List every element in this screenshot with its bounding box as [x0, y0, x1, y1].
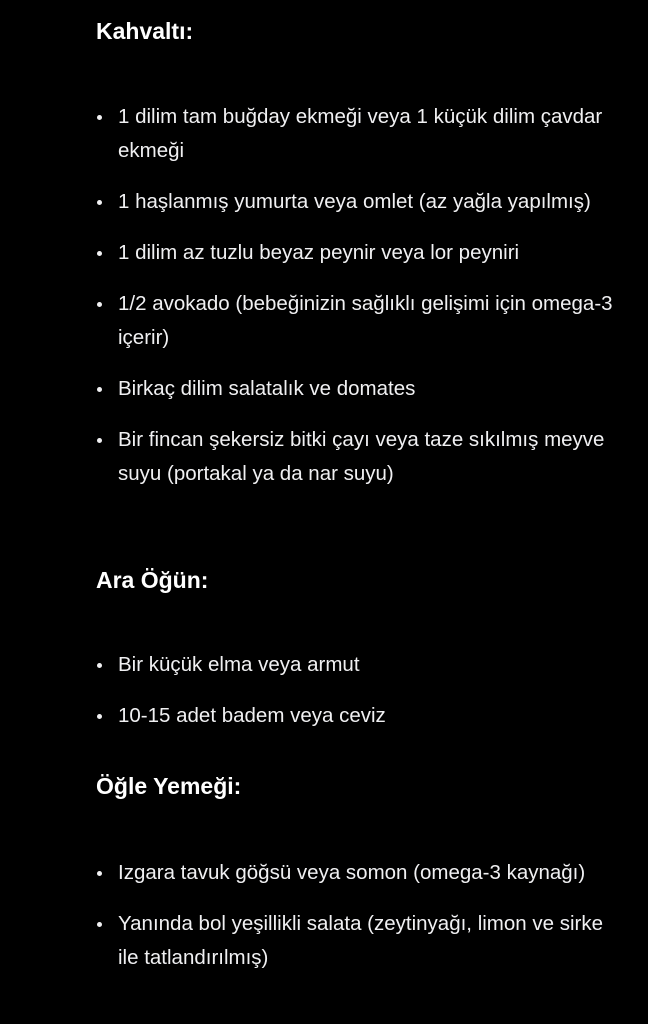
list-item-text: Birkaç dilim salatalık ve domates [118, 377, 416, 400]
list-item [96, 100, 616, 168]
bullet-icon [97, 714, 102, 719]
bullet-icon [97, 663, 102, 668]
bullet-icon [97, 251, 102, 256]
list-item [96, 856, 616, 890]
bullet-icon [97, 438, 102, 443]
list-item [96, 423, 616, 491]
list-item-text: 1 dilim az tuzlu beyaz peynir veya lor peyniri [118, 241, 520, 264]
list-item [96, 699, 616, 733]
bullet-icon [97, 302, 102, 307]
list-item [96, 236, 616, 270]
section-heading-lunch: Öğle Yemeği: [96, 773, 242, 799]
list-item-text: Yanında bol yeşillikli salata (zeytinyağı, limon ve sirke ile tatlandırılmış) [118, 912, 604, 969]
list-item-text: Bir fincan şekersiz bitki çayı veya taze sıkılmış meyve suyu (portakal ya da nar suyu) [118, 428, 605, 485]
snack-list [96, 648, 616, 733]
bullet-icon [97, 200, 102, 205]
list-item [96, 287, 616, 355]
list-item-text: 1 dilim tam buğday ekmeği veya 1 küçük dilim çavdar ekmeği [118, 105, 603, 162]
lunch-list [96, 856, 616, 975]
list-item [96, 372, 616, 406]
list-item [96, 185, 616, 219]
list-item [96, 648, 616, 682]
bullet-icon [97, 115, 102, 120]
section-heading-breakfast: Kahvaltı: [96, 18, 194, 44]
list-item-text: 1 haşlanmış yumurta veya omlet (az yağla yapılmış) [118, 190, 591, 213]
list-item-text: 10-15 adet badem veya ceviz [118, 704, 386, 727]
bullet-icon [97, 922, 102, 927]
list-item [96, 907, 616, 975]
bullet-icon [97, 871, 102, 876]
list-item-text: 1/2 avokado (bebeğinizin sağlıklı gelişimi için omega-3 içerir) [118, 292, 613, 349]
section-heading-snack: Ara Öğün: [96, 567, 209, 593]
list-item-text: Bir küçük elma veya armut [118, 653, 360, 676]
breakfast-list [96, 100, 616, 491]
list-item-text: Izgara tavuk göğsü veya somon (omega-3 kaynağı) [118, 861, 586, 884]
bullet-icon [97, 387, 102, 392]
